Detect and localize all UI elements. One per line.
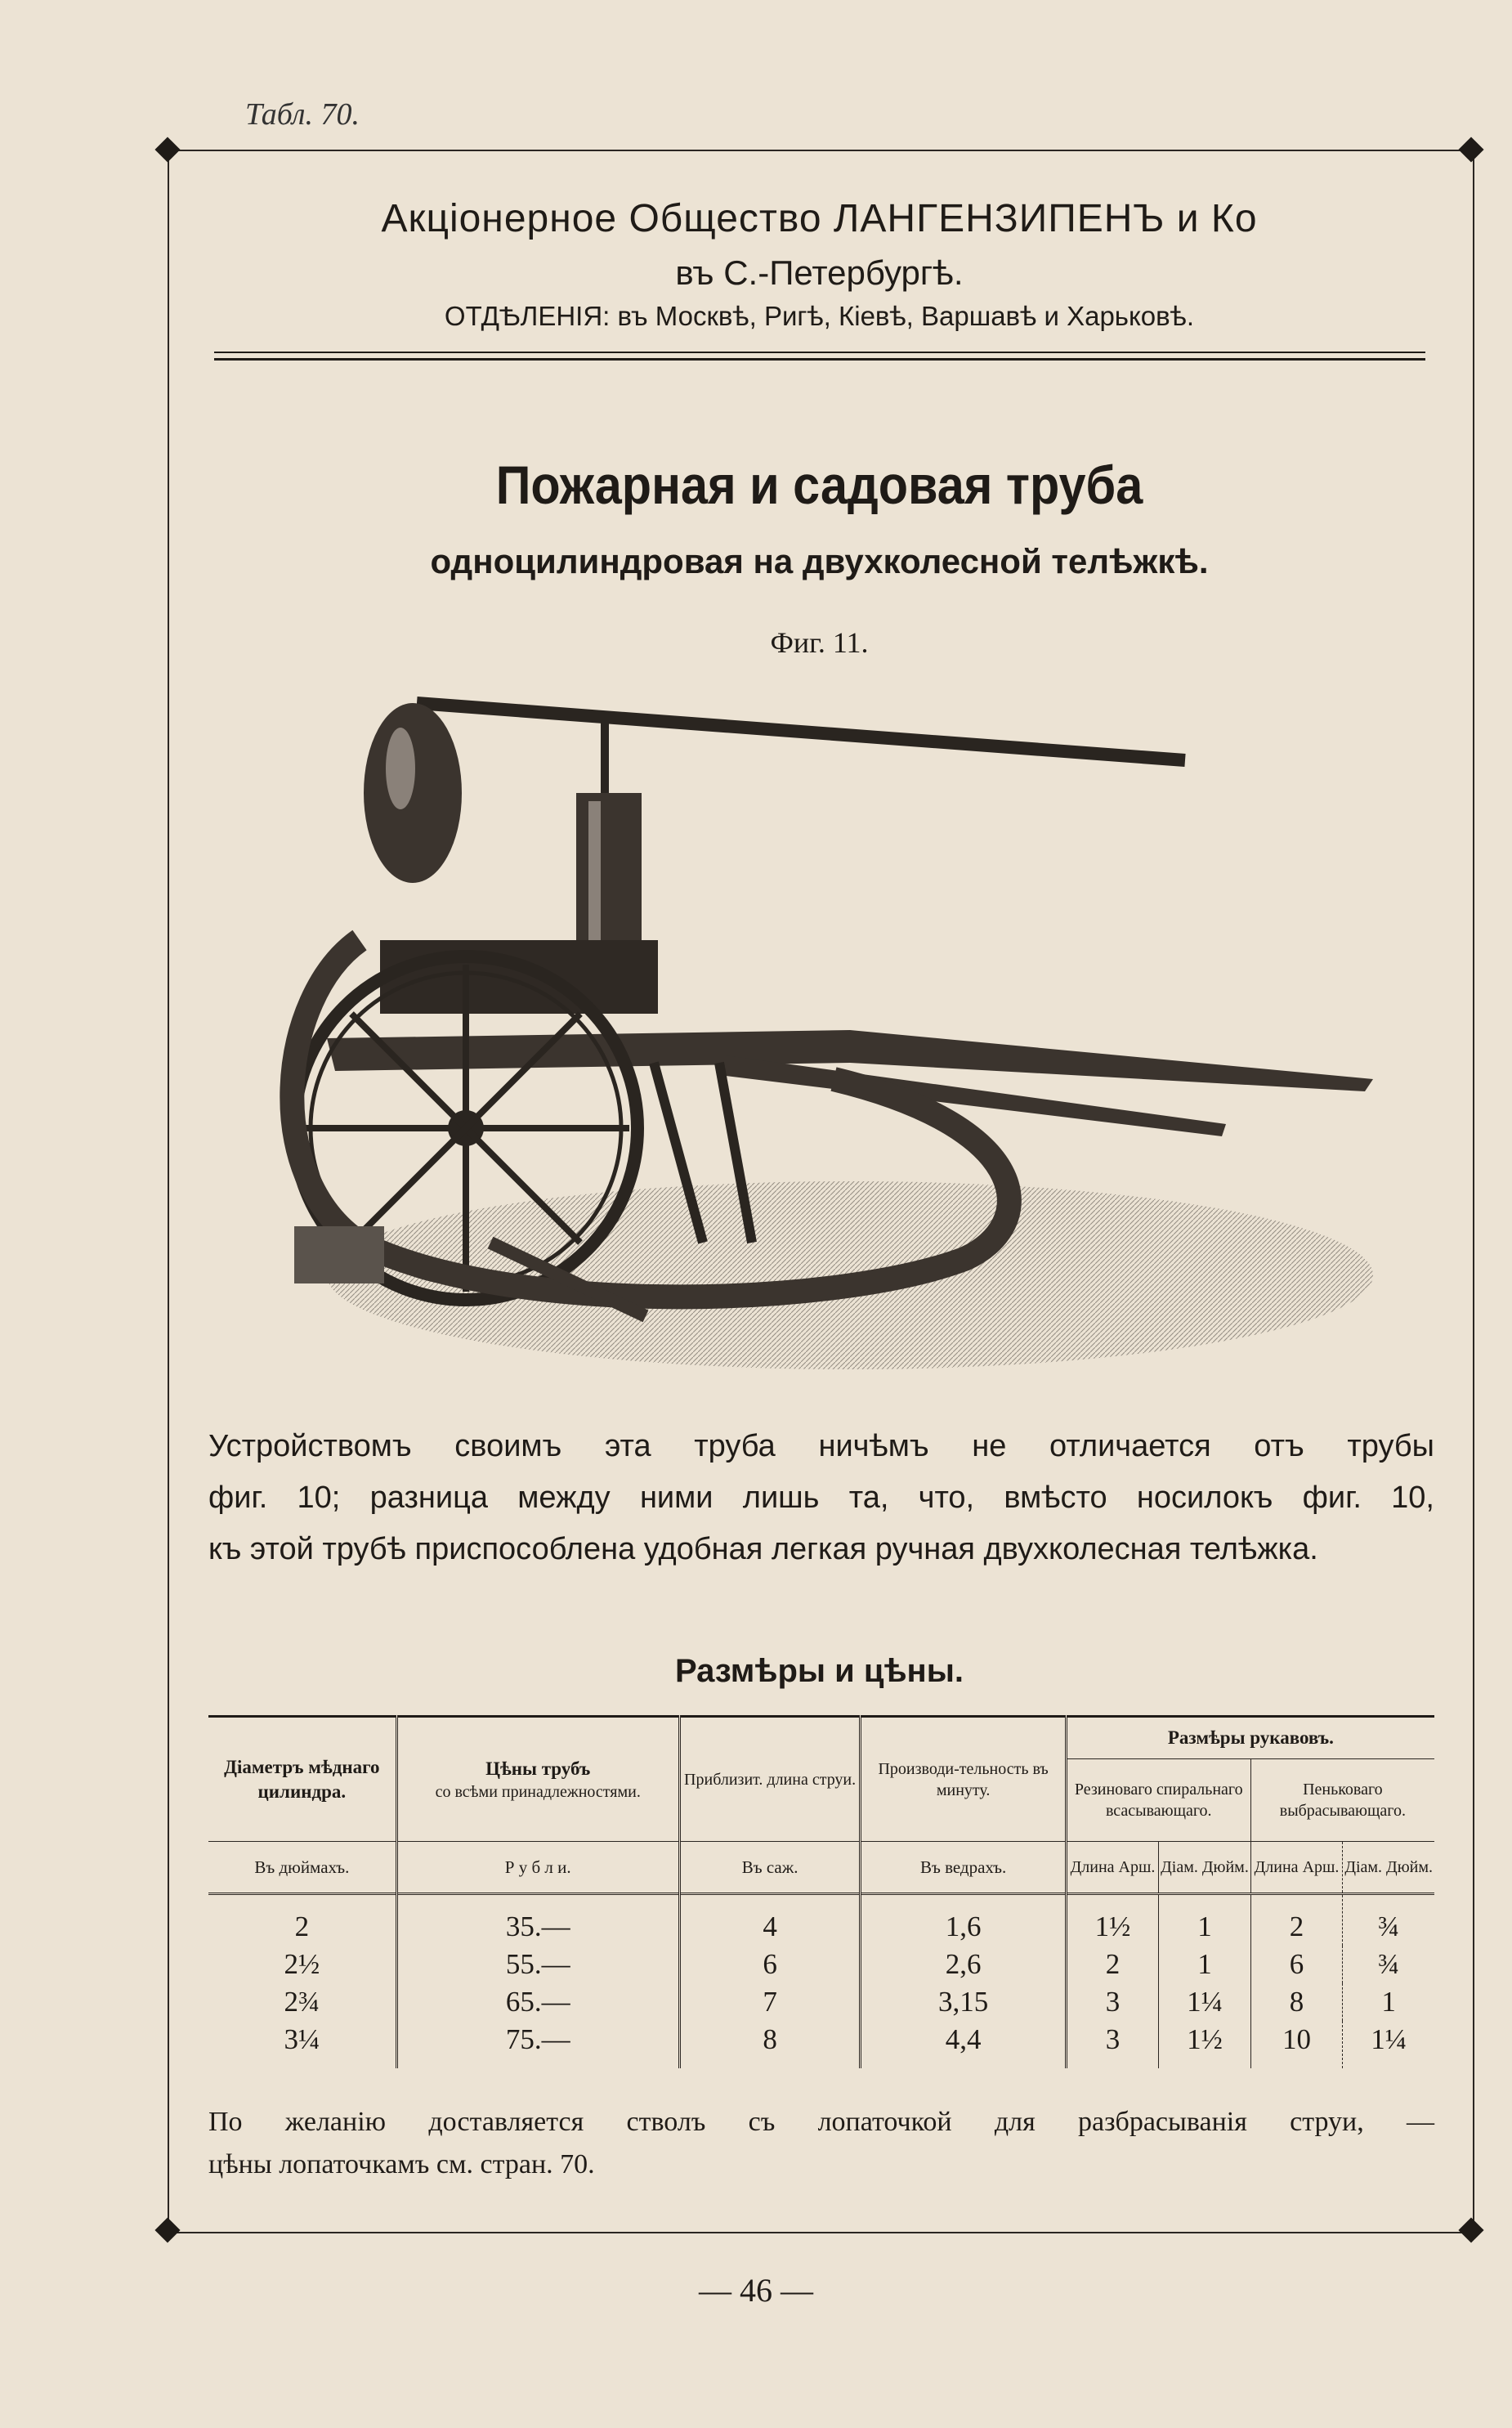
price-table xyxy=(208,1715,1434,2068)
cell-rubber-dia: 1¼ xyxy=(1159,1983,1250,2021)
page-label: Табл. 70. xyxy=(245,97,360,132)
cell-rubber-len: 3 xyxy=(1066,1983,1158,2021)
cell-stream: 6 xyxy=(679,1946,861,1983)
cell-rubber-dia: 1 xyxy=(1159,1894,1250,1946)
product-title: Пожарная и садовая труба xyxy=(495,455,1143,515)
description-line: къ этой трубѣ приспособлена удобная легкая ручная двухколесная телѣжка. xyxy=(208,1532,1318,1566)
cell-rubber-dia: 1½ xyxy=(1159,2021,1250,2068)
cell-output: 2,6 xyxy=(861,1946,1066,1983)
unit-rubber-dia xyxy=(1159,1842,1250,1894)
unit-hemp-dia xyxy=(1343,1842,1434,1894)
table-title: Размѣры и цѣны. xyxy=(674,1653,964,1689)
footnote-line: По желанію доставляется стволъ съ лопаточкой для разбрасыванія струи, — xyxy=(208,2107,1434,2137)
unit-rubber-len xyxy=(1066,1842,1158,1894)
cell-output: 4,4 xyxy=(861,2021,1066,2068)
unit-text: Діам. Дюйм. xyxy=(1344,1858,1433,1876)
header-text: Резиноваго спиральнаго всасывающаго. xyxy=(1074,1781,1243,1820)
footnote xyxy=(208,2101,1434,2186)
col-header-rubber xyxy=(1066,1759,1250,1842)
footnote-line: цѣны лопаточкамъ см. стран. 70. xyxy=(208,2149,595,2179)
col-header-hoses xyxy=(1066,1717,1434,1759)
unit-text: Длина Арш. xyxy=(1254,1858,1340,1876)
cell-price: 35.— xyxy=(396,1894,679,1946)
cell-diameter: 3¼ xyxy=(284,2023,320,2055)
cell-stream: 7 xyxy=(679,1983,861,2021)
unit-text: Длина Арш. xyxy=(1070,1858,1156,1876)
page-number: — 46 — xyxy=(699,2272,813,2309)
unit-text: Въ ведрахъ. xyxy=(919,1857,1007,1877)
col-header-stream xyxy=(679,1717,861,1842)
cell-rubber-len: 2 xyxy=(1066,1946,1158,1983)
unit-price xyxy=(396,1842,679,1894)
cell-hemp-len: 6 xyxy=(1250,1946,1343,1983)
description-line: фиг. 10; разница между ними лишь та, что, вмѣсто носилокъ фиг. 10, xyxy=(208,1481,1434,1515)
cell-diameter: 2 xyxy=(294,1911,310,1942)
unit-text: Р у б л и. xyxy=(504,1857,571,1877)
cell-rubber-len: 3 xyxy=(1066,2021,1158,2068)
description-paragraph xyxy=(208,1421,1434,1575)
col-header-hemp xyxy=(1250,1759,1434,1842)
cell-diameter: 2½ xyxy=(284,1948,320,1980)
unit-diameter xyxy=(208,1842,396,1894)
cell-output: 1,6 xyxy=(861,1894,1066,1946)
cell-output: 3,15 xyxy=(861,1983,1066,2021)
company-name: Акціонерное Общество ЛАНГЕНЗИПЕНЪ и Ко xyxy=(381,197,1258,240)
cell-price: 65.— xyxy=(396,1983,679,2021)
unit-hemp-len xyxy=(1250,1842,1343,1894)
fire-pump-illustration xyxy=(262,670,1373,1390)
table-row xyxy=(208,2021,1434,2068)
table-row xyxy=(208,1894,1434,1946)
company-city: въ С.-Петербургѣ. xyxy=(675,253,964,292)
cell-hemp-dia: ¾ xyxy=(1343,1946,1434,1983)
col-header-output xyxy=(861,1717,1066,1842)
cell-diameter: 2¾ xyxy=(284,1986,320,2018)
unit-text: Діам. Дюйм. xyxy=(1161,1858,1249,1876)
header-text: Діаметръ мѣднаго цилиндра. xyxy=(224,1756,380,1802)
cell-hemp-dia: 1¼ xyxy=(1343,2021,1434,2068)
table-row xyxy=(208,1983,1434,2021)
cell-hemp-dia: 1 xyxy=(1343,1983,1434,2021)
figure-caption: Фиг. 11. xyxy=(770,626,869,659)
header-rule xyxy=(214,352,1425,353)
unit-output xyxy=(861,1842,1066,1894)
col-header-price xyxy=(396,1717,679,1842)
cell-hemp-dia: ¾ xyxy=(1343,1894,1434,1946)
header-text: Приблизит. длина струи. xyxy=(684,1770,857,1789)
company-branches: ОТДѢЛЕНІЯ: въ Москвѣ, Ригѣ, Кіевѣ, Варшавѣ и Харьковѣ. xyxy=(444,301,1195,331)
header-rule xyxy=(214,358,1425,361)
header-text: Пеньковаго выбрасывающаго. xyxy=(1279,1781,1406,1820)
product-subtitle: одноцилиндровая на двухколесной телѣжкѣ. xyxy=(430,542,1209,580)
unit-text: Въ дюймахъ. xyxy=(254,1857,350,1877)
cell-price: 55.— xyxy=(396,1946,679,1983)
cell-rubber-dia: 1 xyxy=(1159,1946,1250,1983)
unit-text: Въ саж. xyxy=(741,1857,798,1877)
cell-stream: 4 xyxy=(679,1894,861,1946)
cell-hemp-len: 10 xyxy=(1250,2021,1343,2068)
unit-stream xyxy=(679,1842,861,1894)
header-text: Цѣны трубъ xyxy=(485,1758,591,1779)
description-line: Устройствомъ своимъ эта труба ничѣмъ не отличается отъ трубы xyxy=(208,1429,1434,1463)
col-header-diameter xyxy=(208,1717,396,1842)
header-note: со всѣми принадлежностями. xyxy=(435,1782,641,1801)
cell-hemp-len: 8 xyxy=(1250,1983,1343,2021)
cell-stream: 8 xyxy=(679,2021,861,2068)
cell-price: 75.— xyxy=(396,2021,679,2068)
cell-hemp-len: 2 xyxy=(1250,1894,1343,1946)
header-text: Размѣры рукавовъ. xyxy=(1167,1727,1334,1748)
table-row xyxy=(208,1946,1434,1983)
cell-rubber-len: 1½ xyxy=(1066,1894,1158,1946)
header-text: Производи-тельность въ минуту. xyxy=(878,1759,1049,1799)
